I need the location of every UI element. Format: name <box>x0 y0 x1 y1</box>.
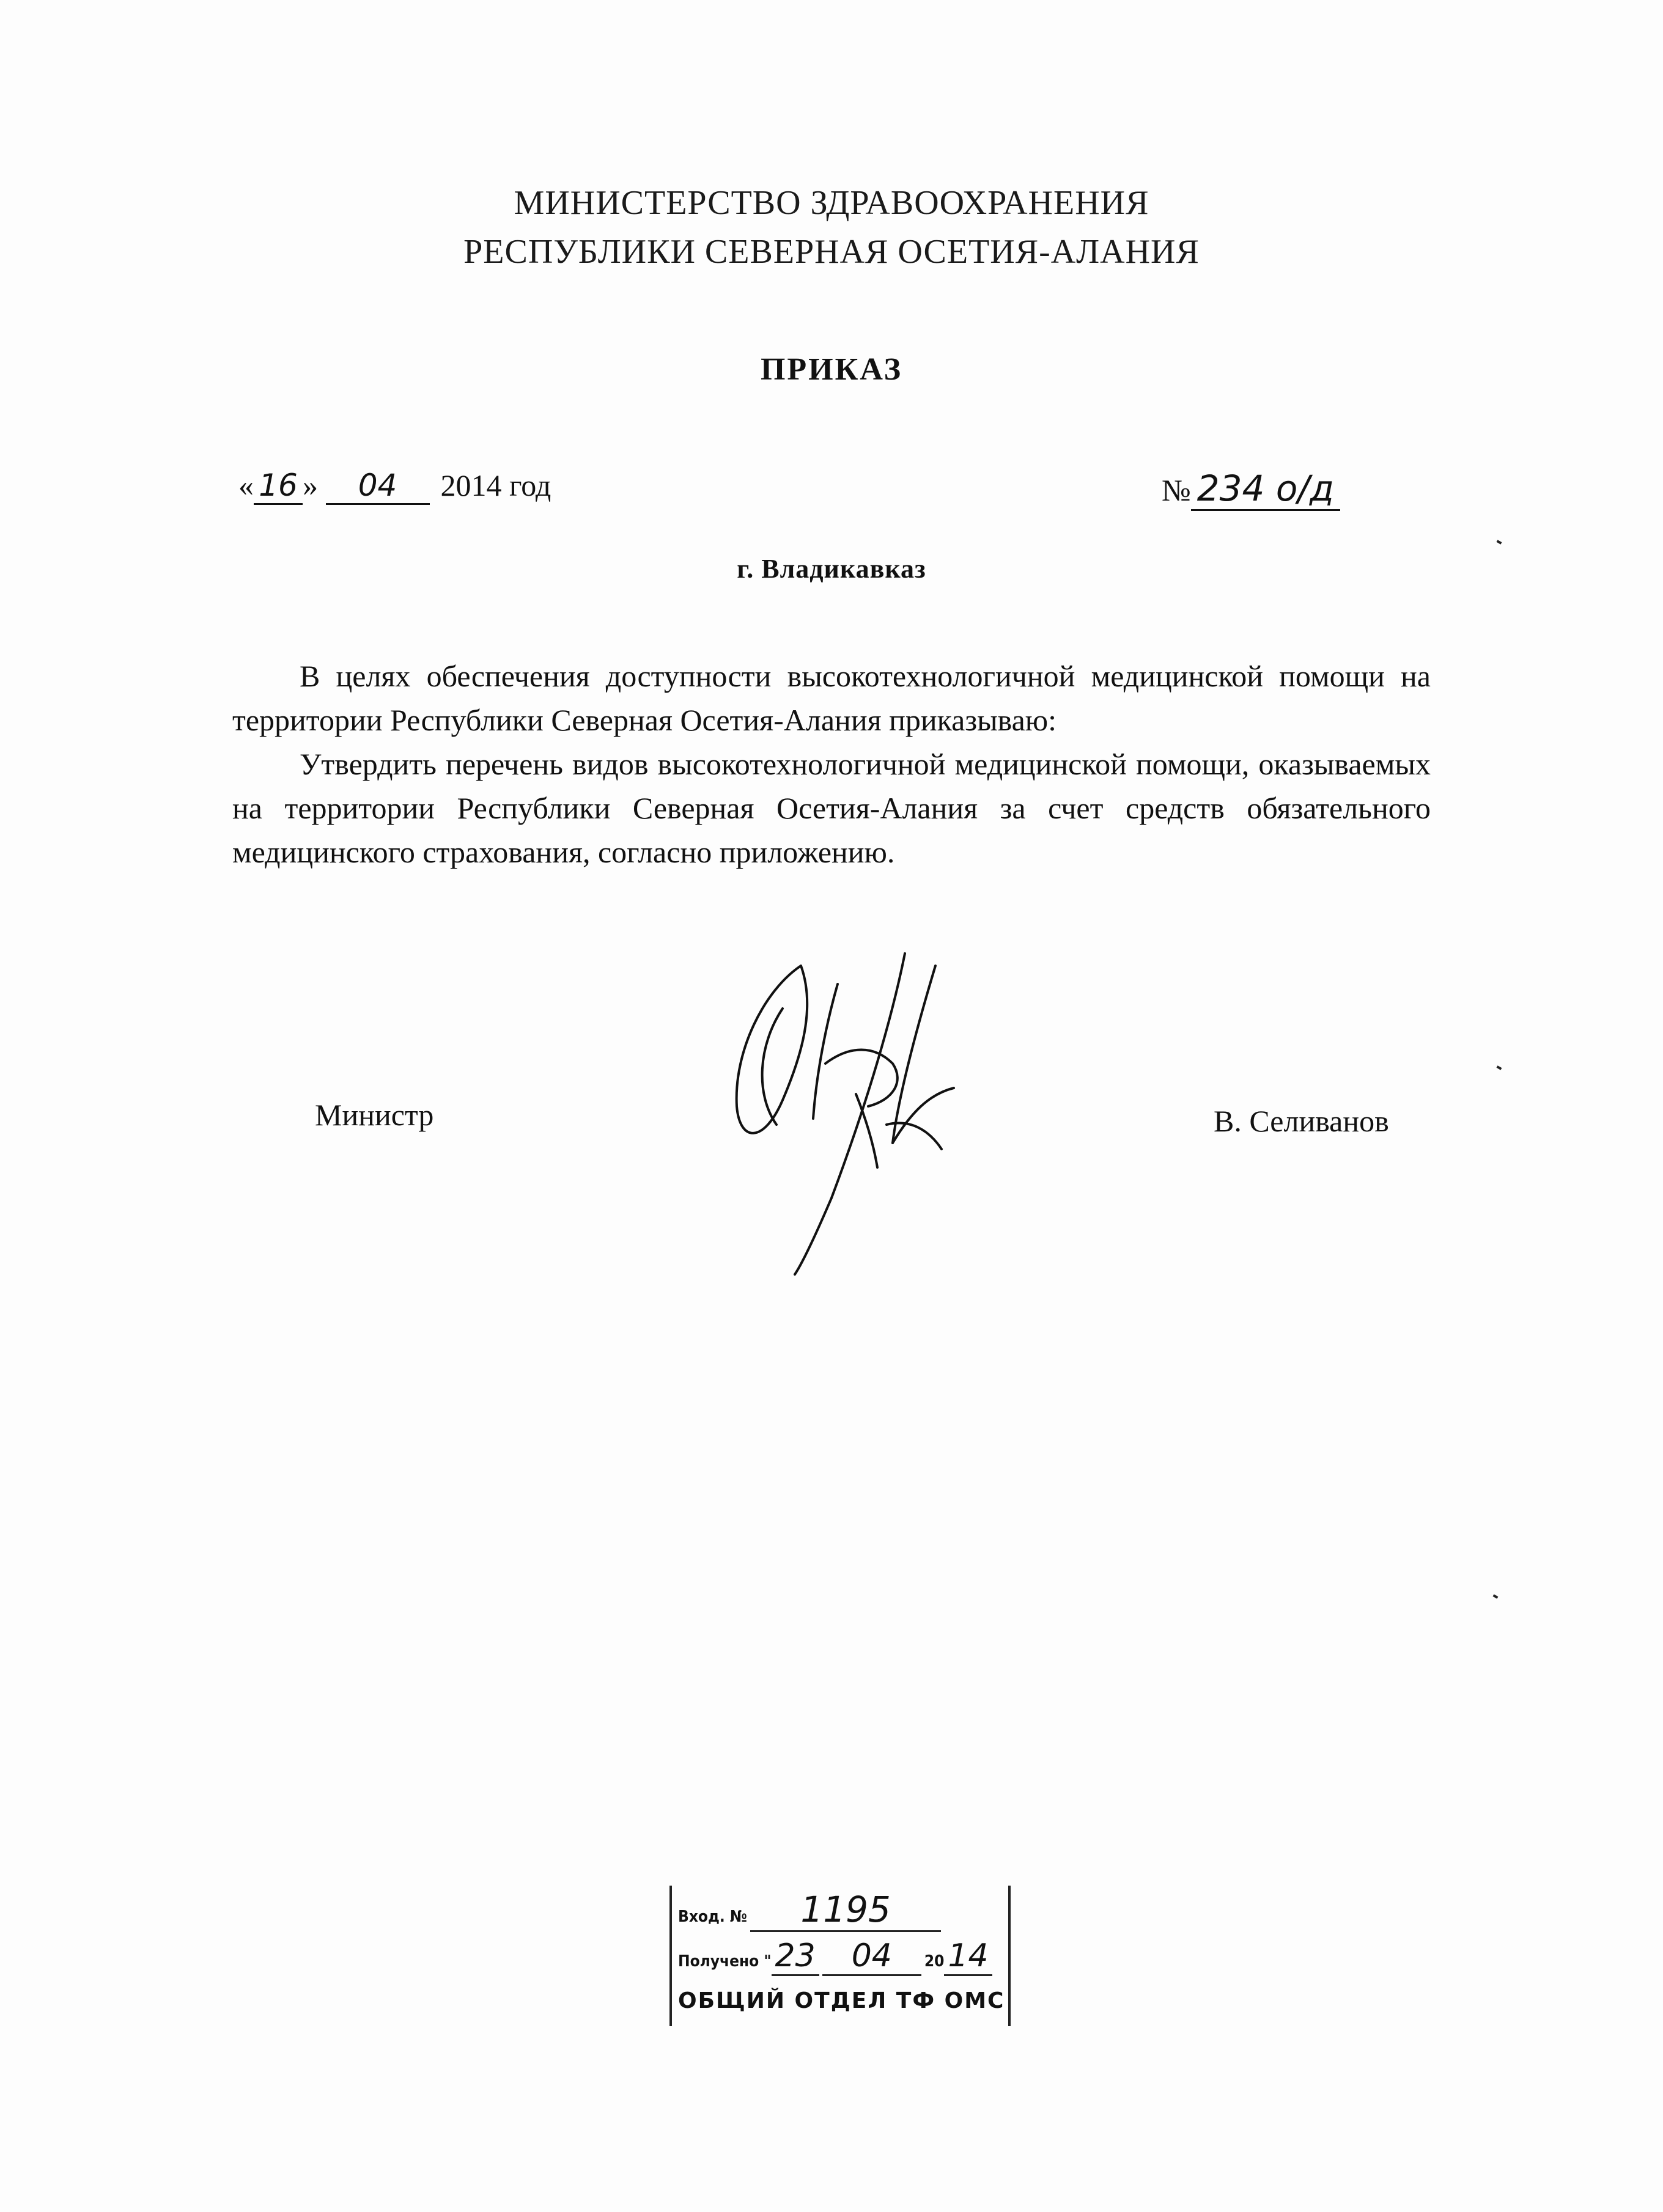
order-number <box>1162 468 1340 511</box>
scan-speck <box>1493 1594 1499 1598</box>
stamp-received-year-suffix: 14 <box>944 1938 992 1976</box>
city: г. Владикавказ <box>737 554 926 584</box>
stamp-received-month: 04 <box>822 1938 921 1976</box>
ministry-name-line2: РЕСПУБЛИКИ СЕВЕРНАЯ ОСЕТИЯ-АЛАНИЯ <box>463 233 1200 271</box>
ministry-name-line1: МИНИСТЕРСТВО ЗДРАВООХРАНЕНИЯ <box>514 184 1149 222</box>
paragraph-intro: В целях обеспечения доступности высокотехнологичной медицинской помощи на территории Республики Северная Осетия-Алания приказываю: <box>232 659 1431 737</box>
order-body <box>232 654 1431 874</box>
order-date <box>238 468 551 505</box>
date-month: 04 <box>326 468 430 505</box>
signer-title: Министр <box>315 1098 434 1132</box>
paragraph-decree: Утвердить перечень видов высокотехнологичной медицинской помощи, оказываемых на территории Республики Северная Осетия-Алания за счет средств обязательного медицинского страхования, согласно приложению. <box>232 747 1431 869</box>
scan-speck <box>1497 540 1502 544</box>
handwritten-signature <box>709 941 1003 1284</box>
incoming-registration-stamp <box>669 1886 1011 2026</box>
document-type: ПРИКАЗ <box>760 352 903 387</box>
number-prefix: № <box>1162 473 1191 507</box>
date-year: 2014 год <box>440 468 551 502</box>
stamp-incoming-number: 1195 <box>750 1889 941 1932</box>
signer-name: В. Селиванов <box>1214 1104 1389 1138</box>
stamp-incoming-label: Вход. № <box>678 1908 748 1926</box>
stamp-received-year-prefix: 20 <box>924 1952 945 1971</box>
date-day: 16 <box>254 468 303 505</box>
scan-speck <box>1497 1065 1502 1070</box>
stamp-received-day: 23 <box>772 1938 819 1976</box>
stamp-received-label: Получено " <box>678 1952 772 1971</box>
number-value: 234 о/д <box>1191 468 1340 511</box>
stamp-received-row <box>678 1938 992 1976</box>
date-close-quote: » <box>303 468 318 502</box>
stamp-incoming-row <box>678 1889 941 1932</box>
stamp-department: ОБЩИЙ ОТДЕЛ ТФ ОМС <box>678 1988 1005 2013</box>
date-open-quote: « <box>238 468 254 502</box>
